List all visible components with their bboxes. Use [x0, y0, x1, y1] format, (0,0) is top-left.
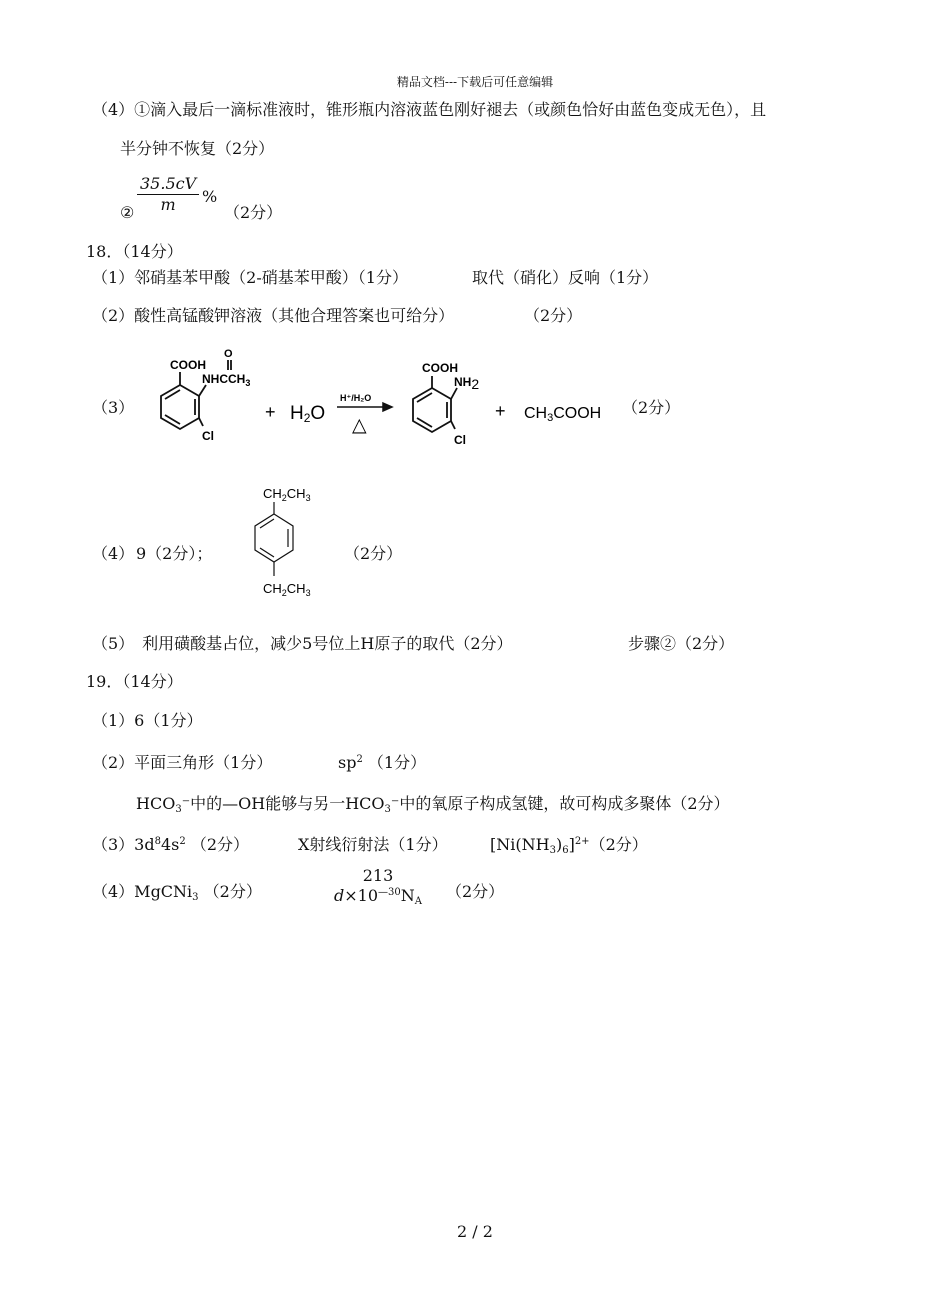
plus-sign-1: +	[265, 402, 276, 422]
product-cooh-label: COOH	[422, 361, 458, 375]
reaction-condition-top: H⁺/H₂O	[340, 393, 372, 403]
bottom-ethyl-label: $CH_2CH_3$	[263, 581, 311, 598]
reaction-arrow	[337, 403, 392, 411]
q17-percent: %	[202, 187, 218, 206]
reactant-carbonyl-o: O	[224, 348, 233, 360]
page-number: 2 / 2	[457, 1222, 493, 1241]
q17-score: （2分）	[224, 203, 283, 222]
q19-part3c: $[Ni(NH_3)_6]^{2+}(2$分）	[490, 835, 648, 856]
acetic-acid-formula: CH3COOH	[524, 405, 602, 424]
q17-circle-2: ②	[120, 203, 135, 222]
q17-part4-line2: 半分钟不恢复（2分）	[120, 139, 275, 158]
density-numerator: 213	[362, 866, 394, 885]
product-benzene-ring	[413, 376, 457, 432]
p-diethylbenzene-structure	[236, 478, 336, 608]
q19-part4b-score: （2分）	[446, 882, 505, 901]
q19-density-fraction	[334, 866, 422, 906]
q17-fraction	[137, 174, 199, 215]
reactant-cooh-label: COOH	[170, 358, 206, 372]
q18-part4-text: 9（2分）；	[136, 544, 213, 563]
diethylbenzene-ring	[255, 502, 293, 576]
q19-part3b: X射线衍射法（1分）	[298, 835, 448, 854]
product-cl-label: Cl	[454, 433, 466, 447]
q18-part4-label: （4）	[92, 544, 135, 563]
density-denominator: $d\times 10^{—30}N_A$	[334, 886, 422, 907]
hydrolysis-reaction-scheme	[140, 340, 620, 450]
water-formula: H2O	[290, 403, 326, 425]
q19-part1: （1）6（1分）	[92, 711, 203, 730]
reaction-condition-heat: △	[352, 415, 367, 436]
q18-part2: （2）酸性高锰酸钾溶液（其他合理答案也可给分）	[92, 306, 455, 325]
q19-title: 19．（14分）	[86, 672, 183, 691]
q18-part2-score: （2分）	[524, 306, 583, 325]
q18-part5b: 步骤②（2分）	[628, 634, 735, 653]
q17-part4-line1: （4）①滴入最后一滴标准液时，锥形瓶内溶液蓝色刚好褪去（或颜色恰好由蓝色变成无色），且	[92, 100, 767, 119]
q18-title: 18．（14分）	[86, 242, 183, 261]
q18-part1a: （1）邻硝基苯甲酸（2-硝基苯甲酸）（1分）	[92, 268, 408, 287]
reactant-acetamido-label: $NHCCH_3$	[202, 372, 251, 388]
q19-part2b: $sp^2$ （1分）	[338, 753, 427, 772]
q19-part2a: （2）平面三角形（1分）	[92, 753, 273, 772]
q18-part4-score: （2分）	[344, 544, 403, 563]
page-header: 精品文档---下载后可任意编辑	[396, 75, 554, 89]
product-amino-label: NH2	[454, 375, 480, 392]
q19-part3a: $(3)3d^84s^2$ （2分）	[92, 835, 250, 854]
q19-part4a: （4）MgCNi$_3$ （2分）	[92, 882, 262, 903]
fraction-numerator: 35.5cV	[137, 174, 199, 195]
q18-part3-score: （2分）	[622, 398, 681, 417]
q18-part3-label: （3）	[92, 398, 135, 417]
q18-part1b: 取代（硝化）反响（1分）	[472, 268, 659, 287]
reactant-cl-label: Cl	[202, 429, 214, 443]
fraction-denominator: m	[160, 195, 176, 214]
top-ethyl-label: $CH_2CH_3$	[263, 486, 311, 503]
q18-part5a: （5） 利用磺酸基占位，减少5号位上H原子的取代（2分）	[92, 634, 513, 653]
q19-part2c: $HCO_3^-$中的—OH能够与另一$HCO_3^-$中的氧原子构成氢键，故可构成多聚体（2分）	[136, 794, 730, 815]
plus-sign-2: +	[495, 401, 506, 421]
